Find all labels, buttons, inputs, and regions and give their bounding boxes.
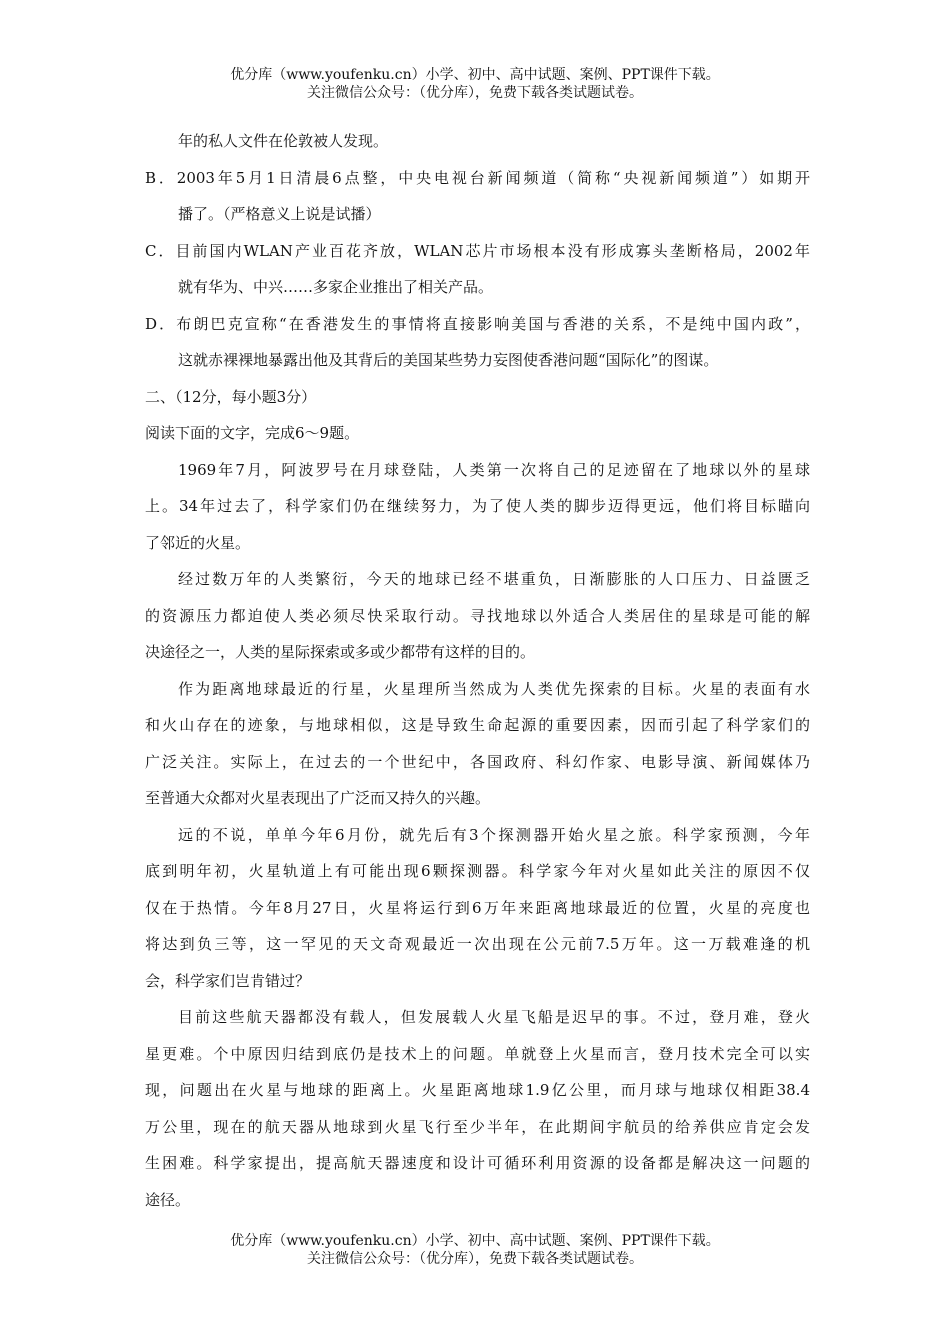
- reading-instruction: 阅读下面的文字，完成6～9题。: [145, 424, 360, 442]
- para5-line-6: 途径。: [145, 1190, 191, 1209]
- para1-line-1: 1969年7月，阿波罗号在月球登陆，人类第一次将自己的足迹留在了地球以外的星球: [178, 460, 810, 479]
- option-b-line-1: B．2003年5月1日清晨6点整，中央电视台新闻频道（简称“央视新闻频道”）如期开: [145, 168, 810, 187]
- para2-line-3: 决途径之一，人类的星际探索或多或少都带有这样的目的。: [145, 643, 536, 661]
- para5-line-5: 生困难。科学家提出，提高航天器速度和设计可循环利用资源的设备都是解决这一问题的: [145, 1154, 810, 1172]
- header-line-2: 关注微信公众号：（优分库），免费下载各类试题试卷。: [307, 85, 643, 101]
- para5-line-1: 目前这些航天器都没有载人，但发展载人火星飞船是迟早的事。不过，登月难，登火: [178, 1008, 810, 1026]
- para5-line-3: 现，问题出在火星与地球的距离上。火星距离地球1.9亿公里，而月球与地球仅相距38.4: [145, 1081, 810, 1099]
- option-c-line-1: C．目前国内WLAN产业百花齐放，WLAN芯片市场根本没有形成寡头垄断格局，2002年: [145, 241, 810, 260]
- page-header: [0, 66, 950, 102]
- para1-line-2: 上。34年过去了，科学家们仍在继续努力，为了使人类的脚步迈得更远，他们将目标瞄向: [145, 497, 810, 515]
- para4-line-1: 远的不说，单单今年6月份，就先后有3个探测器开始火星之旅。科学家预测，今年: [178, 825, 810, 844]
- para3-line-3: 广泛关注。实际上，在过去的一个世纪中，各国政府、科幻作家、电影导演、新闻媒体乃: [145, 752, 810, 771]
- option-b-line-2: 播了。（严格意义上说是试播）: [178, 205, 381, 223]
- option-d-line-1: D．布朗巴克宣称“在香港发生的事情将直接影响美国与香港的关系，不是纯中国内政”，: [145, 314, 810, 333]
- option-d-line-2: 这就赤裸裸地暴露出他及其背后的美国某些势力妄图使香港问题“国际化”的图谋。: [178, 351, 719, 369]
- para5-line-2: 星更难。个中原因归结到底仍是技术上的问题。单就登上火星而言，登月技术完全可以实: [145, 1044, 810, 1063]
- para2-line-1: 经过数万年的人类繁衍，今天的地球已经不堪重负，日渐膨胀的人口压力、日益匮乏: [178, 570, 810, 588]
- page-footer: [0, 1232, 950, 1268]
- para2-line-2: 的资源压力都迫使人类必须尽快采取行动。寻找地球以外适合人类居住的星球是可能的解: [145, 606, 810, 625]
- option-a-continuation: 年的私人文件在伦敦被人发现。: [178, 132, 389, 150]
- para4-line-4: 将达到负三等，这一罕见的天文奇观最近一次出现在公元前7.5万年。这一万载难逢的机: [145, 935, 810, 953]
- para5-line-4: 万公里，现在的航天器从地球到火星飞行至少半年，在此期间宇航员的给养供应肯定会发: [145, 1117, 810, 1136]
- para3-line-1: 作为距离地球最近的行星，火星理所当然成为人类优先探索的目标。火星的表面有水: [178, 679, 810, 698]
- para3-line-4: 至普通大众都对火星表现出了广泛而又持久的兴趣。: [145, 789, 491, 807]
- para4-line-2: 底到明年初，火星轨道上有可能出现6颗探测器。科学家今年对火星如此关注的原因不仅: [145, 862, 810, 880]
- para4-line-3: 仅在于热情。今年8月27日，火星将运行到6万年来距离地球最近的位置，火星的亮度也: [145, 898, 810, 917]
- section-title: 二、（12分，每小题3分）: [145, 387, 317, 406]
- option-c-line-2: 就有华为、中兴……多家企业推出了相关产品。: [178, 278, 494, 296]
- footer-line-1: 优分库（www.youfenku.cn）小学、初中、高中试题、案例、PPT课件下载。: [230, 1233, 720, 1249]
- document-body: [145, 123, 810, 1218]
- para4-line-5: 会，科学家们岂肯错过？: [145, 971, 311, 990]
- footer-line-2: 关注微信公众号：（优分库），免费下载各类试题试卷。: [307, 1251, 643, 1267]
- para1-line-3: 了邻近的火星。: [145, 533, 251, 552]
- header-line-1: 优分库（www.youfenku.cn）小学、初中、高中试题、案例、PPT课件下载。: [230, 67, 720, 83]
- para3-line-2: 和火山存在的迹象，与地球相似，这是导致生命起源的重要因素，因而引起了科学家们的: [145, 716, 810, 734]
